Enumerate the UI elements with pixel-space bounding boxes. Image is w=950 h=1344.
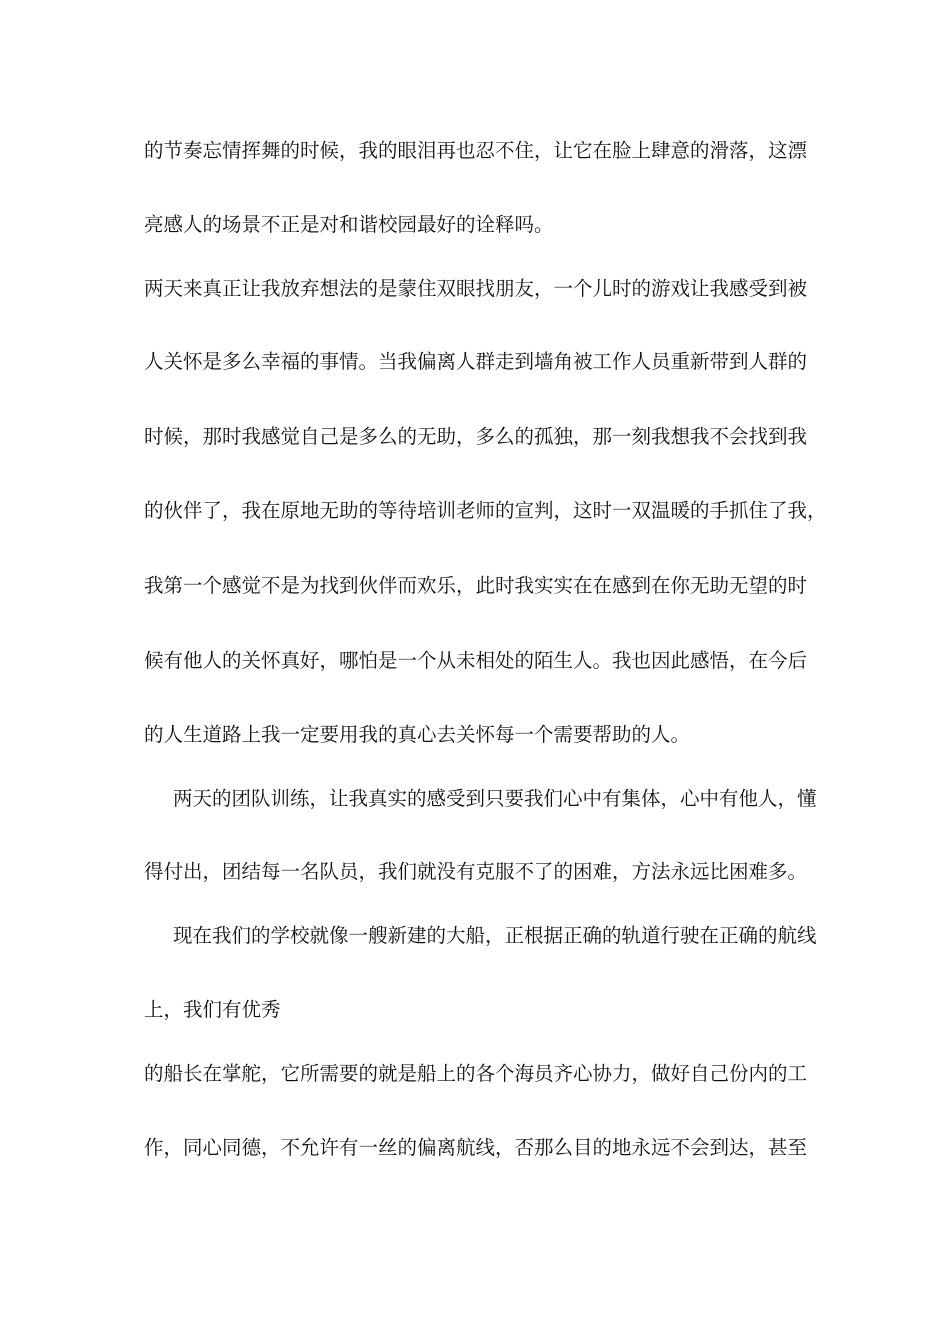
text-line: 人关怀是多么幸福的事情。当我偏离人群走到墙角被工作人员重新带到人群的 xyxy=(144,350,808,373)
text-line: 上，我们有优秀 xyxy=(144,998,281,1021)
paragraph-first-line: 现在我们的学校就像一艘新建的大船，正根据正确的轨道行驶在正确的航线 xyxy=(173,924,817,947)
text-line: 的节奏忘情挥舞的时候，我的眼泪再也忍不住，让它在脸上肆意的滑落，这漂 xyxy=(144,139,808,162)
text-line: 的船长在掌舵，它所需要的就是船上的各个海员齐心协力，做好自己份内的工 xyxy=(144,1062,808,1085)
paragraph-first-line: 两天的团队训练，让我真实的感受到只要我们心中有集体，心中有他人，懂 xyxy=(173,787,817,810)
text-line: 我第一个感觉不是为找到伙伴而欢乐，此时我实实在在感到在你无助无望的时 xyxy=(144,574,808,597)
text-line: 得付出，团结每一名队员，我们就没有克服不了的困难，方法永远比困难多。 xyxy=(144,860,808,883)
text-line: 亮感人的场景不正是对和谐校园最好的诠释吗。 xyxy=(144,213,554,236)
text-line: 候有他人的关怀真好，哪怕是一个从未相处的陌生人。我也因此感悟，在今后 xyxy=(144,649,808,672)
text-line: 两天来真正让我放弃想法的是蒙住双眼找朋友，一个儿时的游戏让我感受到被 xyxy=(144,277,808,300)
text-line: 的伙伴了，我在原地无助的等待培训老师的宣判，这时一双温暖的手抓住了我， xyxy=(144,499,827,522)
text-line: 时候，那时我感觉自己是多么的无助，多么的孤独，那一刻我想我不会找到我 xyxy=(144,425,808,448)
text-line: 的人生道路上我一定要用我的真心去关怀每一个需要帮助的人。 xyxy=(144,723,691,746)
text-line: 作，同心同德，不允许有一丝的偏离航线，否那么目的地永远不会到达，甚至 xyxy=(144,1136,808,1159)
